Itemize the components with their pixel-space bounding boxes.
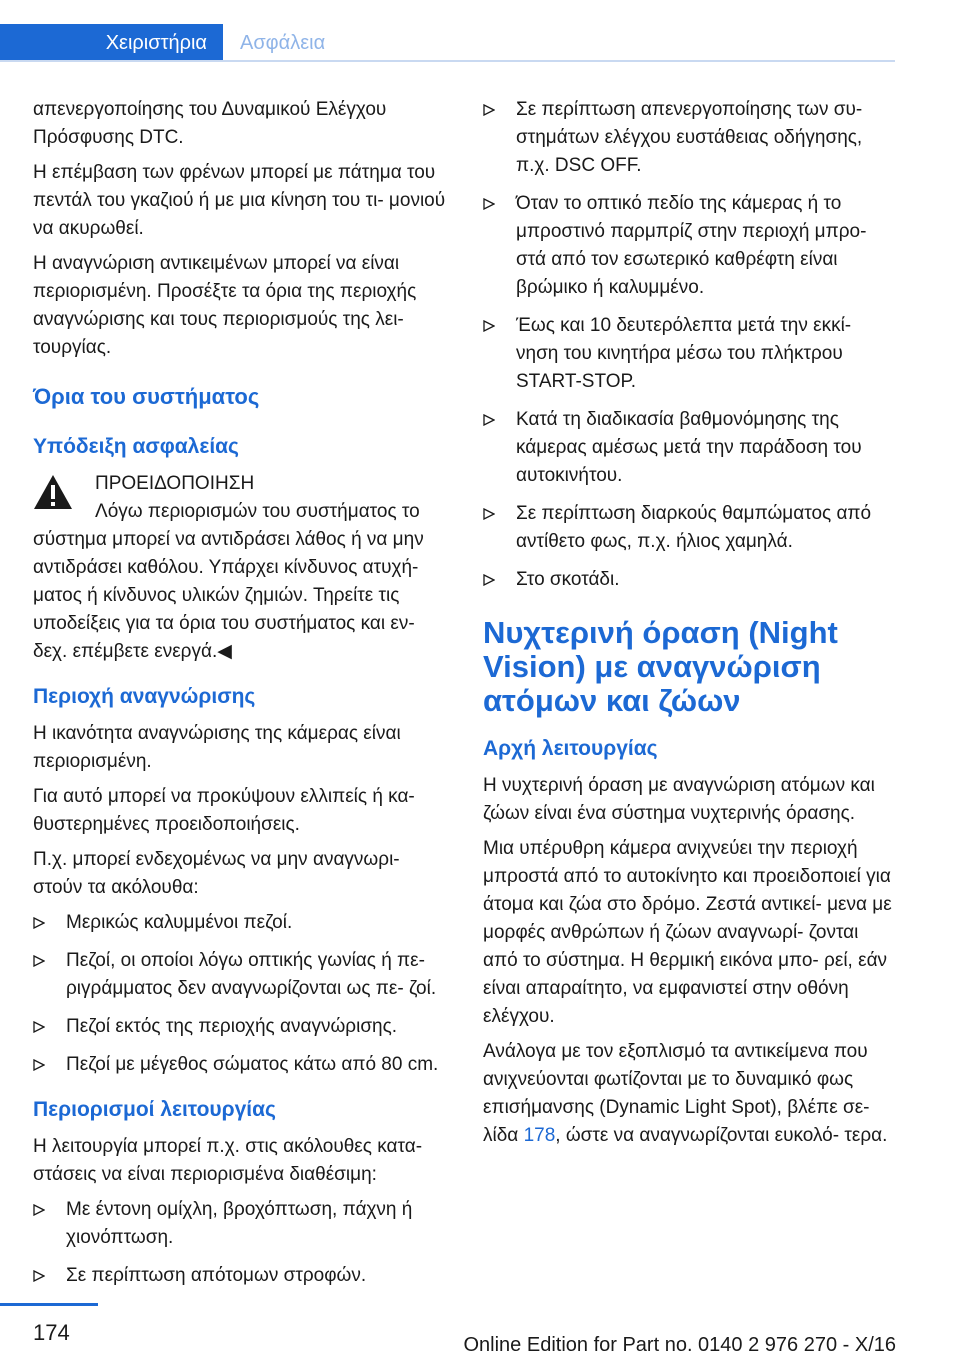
paragraph: Ανάλογα με τον εξοπλισμό τα αντικείμενα που ανιχνεύονται φωτίζονται με το δυναμικό φως επισήμανσης (Dynamic Light Spot), βλέπε σε- λίδα 178, ώστε να αναγνωρίζονται ευκολό- τερα. xyxy=(483,1041,888,1146)
list-item: Όταν το οπτικό πεδίο της κάμερας ή το μπροστινό παρμπρίζ στην περιοχή μπρο- στά από τον εσωτερικό καθρέφτη είναι βρώμικο ή καλυμμένο. xyxy=(483,190,898,302)
conditions-list xyxy=(33,1196,451,1290)
triangle-bullet-icon xyxy=(483,320,495,332)
triangle-bullet-icon xyxy=(33,917,45,929)
footer-edition: Online Edition for Part no. 0140 2 976 270 - X/16 xyxy=(463,1334,896,1356)
paragraph: Η επέμβαση των φρένων μπορεί με πάτημα του πεντάλ του γκαζιού ή με μια κίνηση του τι- μονιού να ακυρωθεί. xyxy=(33,162,446,239)
triangle-bullet-icon xyxy=(33,1021,45,1033)
left-column xyxy=(33,96,451,1300)
triangle-bullet-icon xyxy=(483,414,495,426)
tab-controls[interactable]: Χειριστήρια xyxy=(0,24,223,62)
conditions-list-continued xyxy=(483,96,898,594)
triangle-bullet-icon xyxy=(33,1059,45,1071)
page-link[interactable]: 178 xyxy=(523,1125,556,1146)
paragraph: Η νυχτερινή όραση με αναγνώριση ατόμων και ζώων είναι ένα σύστημα νυχτερινής όρασης. xyxy=(483,775,875,824)
list-item: Μερικώς καλυμμένοι πεζοί. xyxy=(33,909,451,937)
tab-safety[interactable]: Ασφάλεια xyxy=(240,32,326,54)
triangle-bullet-icon xyxy=(33,955,45,967)
warning-title: ΠΡΟΕΙΔΟΠΟΙΗΣΗ xyxy=(95,473,255,494)
list-item: Στο σκοτάδι. xyxy=(483,566,898,594)
list-item: Έως και 10 δευτερόλεπτα μετά την εκκί- νηση του κινητήρα μέσω του πλήκτρου START-STOP. xyxy=(483,312,898,396)
subheading-safety-note: Υπόδειξη ασφαλείας xyxy=(33,435,239,458)
paragraph: Για αυτό μπορεί να προκύψουν ελλιπείς ή κα- θυστερημένες προειδοποιήσεις. xyxy=(33,786,415,835)
list-item: Πεζοί εκτός της περιοχής αναγνώρισης. xyxy=(33,1013,451,1041)
list-item: Κατά τη διαδικασία βαθμονόμησης της κάμερας αμέσως μετά την παράδοση του αυτοκινήτου. xyxy=(483,406,898,490)
triangle-bullet-icon xyxy=(483,574,495,586)
triangle-bullet-icon xyxy=(483,508,495,520)
paragraph: απενεργοποίησης του Δυναμικού Ελέγχου Πρόσφυσης DTC. xyxy=(33,99,387,148)
header-divider xyxy=(0,60,895,62)
chapter-tabs xyxy=(0,24,895,62)
footer-rule xyxy=(0,1303,98,1306)
warning-box xyxy=(33,470,451,666)
triangle-bullet-icon xyxy=(483,104,495,116)
list-item: Πεζοί με μέγεθος σώματος κάτω από 80 cm. xyxy=(33,1051,451,1079)
right-column xyxy=(483,96,898,1157)
section-heading-night-vision: Νυχτερινή όραση (Night Vision) με αναγνώριση ατόμων και ζώων xyxy=(483,615,838,718)
list-item: Με έντονη ομίχλη, βροχόπτωση, πάχνη ή χιονόπτωση. xyxy=(33,1196,451,1252)
warning-triangle-icon xyxy=(33,474,73,510)
list-item: Πεζοί, οι οποίοι λόγω οπτικής γωνίας ή πε- ριγράμματος δεν αναγνωρίζονται ως πε- ζοί. xyxy=(33,947,451,1003)
list-item: Σε περίπτωση απενεργοποίησης των συ- στημάτων ελέγχου ευστάθειας οδήγησης, π.χ. DSC OFF. xyxy=(483,96,898,180)
triangle-bullet-icon xyxy=(33,1270,45,1282)
triangle-bullet-icon xyxy=(33,1204,45,1216)
paragraph: Μια υπέρυθρη κάμερα ανιχνεύει την περιοχή μπροστά από το αυτοκίνητο και προειδοποιεί για άτομα και ζώα στο δρόμο. Ζεστά αντικεί- μενα με μορφές ανθρώπων ή ζώων αναγνωρί- ζονται από το σύστημα. Η θερμική εικόνα μπο- ρεί, εάν είναι απαραίτητο, να εμφανιστεί στην οθόνη ελέγχου. xyxy=(483,838,892,1027)
list-item: Σε περίπτωση απότομων στροφών. xyxy=(33,1262,451,1290)
subheading-principle: Αρχή λειτουργίας xyxy=(483,737,658,760)
list-item: Σε περίπτωση διαρκούς θαμπώματος από αντίθετο φως, π.χ. ήλιος χαμηλά. xyxy=(483,500,898,556)
subheading-detection-area: Περιοχή αναγνώρισης xyxy=(33,685,256,708)
triangle-bullet-icon xyxy=(483,198,495,210)
paragraph: Π.χ. μπορεί ενδεχομένως να μην αναγνωρι- στούν τα ακόλουθα: xyxy=(33,849,400,898)
paragraph: Η αναγνώριση αντικειμένων μπορεί να είναι περιορισμένη. Προσέξτε τα όρια της περιοχής αναγνώρισης και τους περιορισμούς της λει- τουργίας. xyxy=(33,253,417,358)
undetected-list xyxy=(33,909,451,1079)
subheading-function-limits: Περιορισμοί λειτουργίας xyxy=(33,1098,276,1121)
warning-text: Λόγω περιορισμών του συστήματος το σύστημα μπορεί να αντιδράσει λάθος ή να μην αντιδράσει καθόλου. Υπάρχει κίνδυνος ατυχή- ματος ή κίνδυνος υλικών ζημιών. Τηρείτε τις υποδείξεις για τα όρια του συστήματος και εν- δεχ. επέμβετε ενεργά.◀ xyxy=(33,501,424,662)
paragraph: Η λειτουργία μπορεί π.χ. στις ακόλουθες κατα- στάσεις να είναι περιορισμένα διαθέσιμη: xyxy=(33,1136,423,1185)
paragraph: Η ικανότητα αναγνώρισης της κάμερας είναι περιορισμένη. xyxy=(33,723,401,772)
page-number: 174 xyxy=(33,1320,70,1345)
section-heading-system-limits: Όρια του συστήματος xyxy=(33,384,260,409)
